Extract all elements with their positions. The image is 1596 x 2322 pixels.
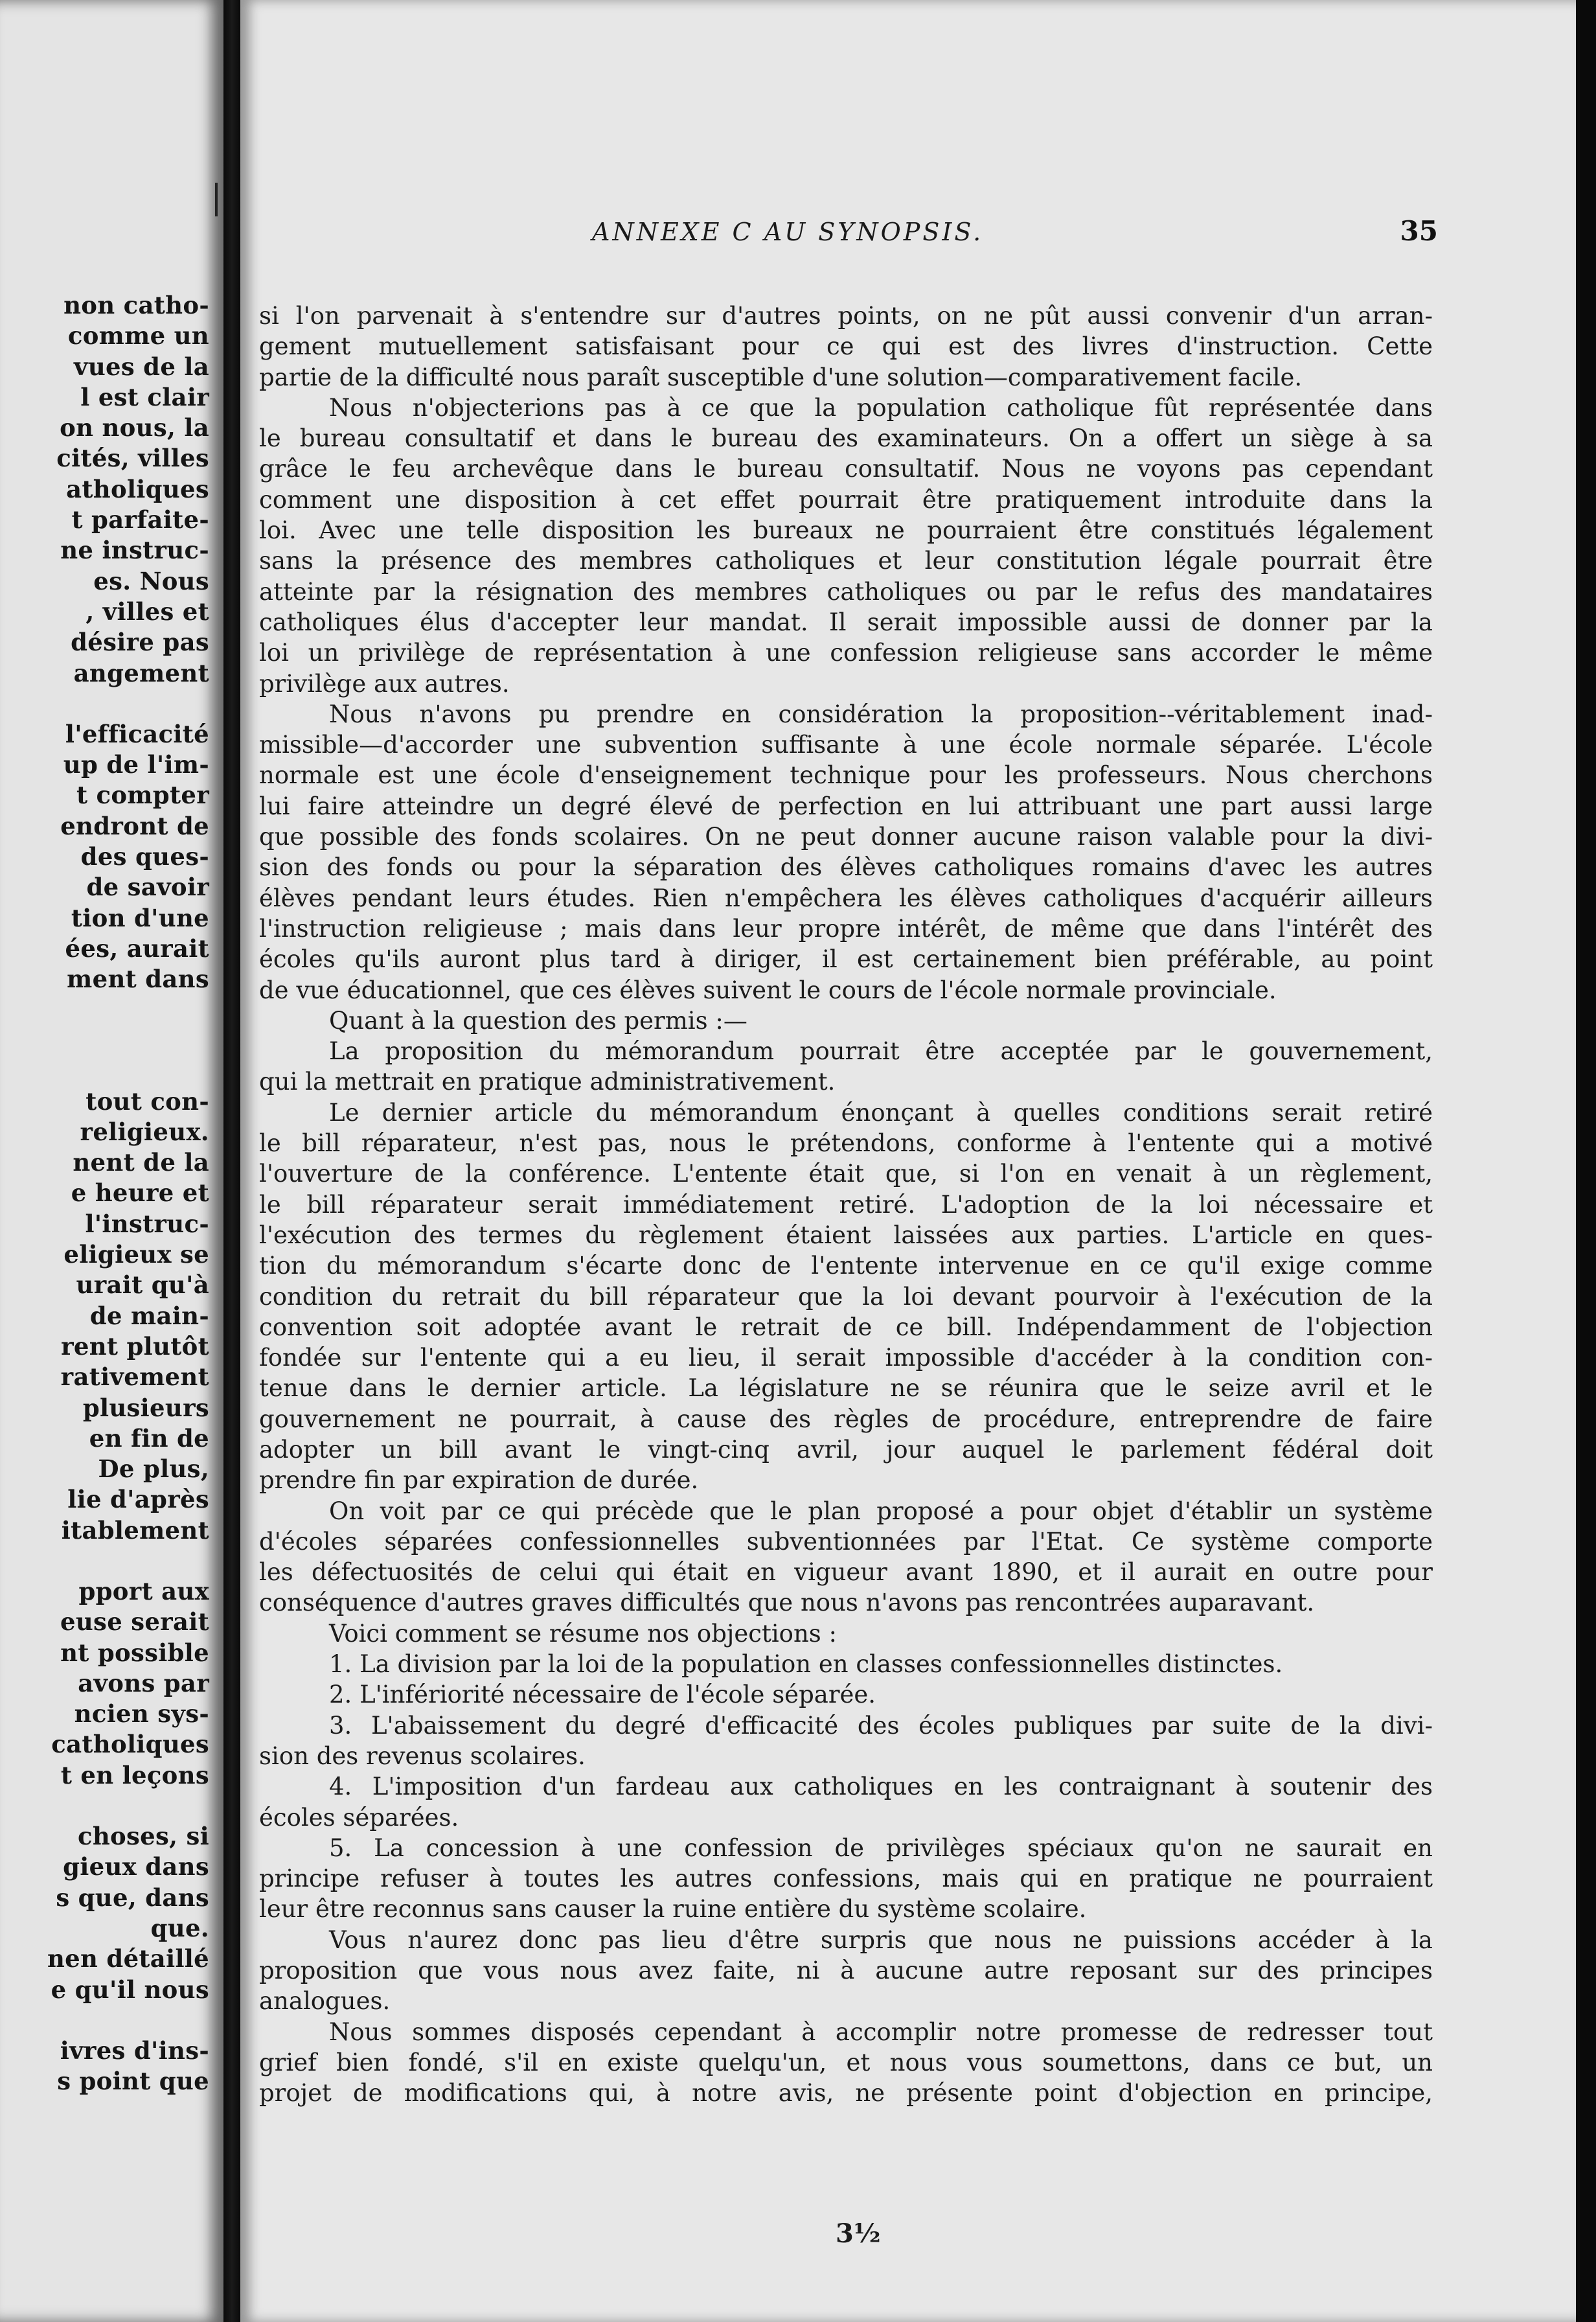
left-page-line: non catho- [63, 291, 209, 319]
left-page-line: t parfaite- [71, 505, 209, 535]
left-page-line [0, 1546, 209, 1576]
text-line: grâce le feu archevêque dans le bureau consultatif. Nous ne voyons pas cependant [259, 455, 1433, 483]
left-page-line: des ques- [80, 842, 209, 871]
text-line: loi un privilège de représentation à une confession religieuse sans accorder le même [259, 639, 1433, 667]
text-line: loi. Avec une telle disposition les bureaux ne pourraient être constitués légalement [259, 516, 1433, 545]
left-page-line: vues de la [74, 352, 209, 381]
left-page-line [0, 1791, 209, 1821]
left-page-line: eligieux se [63, 1240, 209, 1269]
left-page-line: e heure et [71, 1178, 209, 1208]
left-page-line: es. Nous [93, 566, 209, 595]
text-line: principe refuser à toutes les autres confessions, mais qui en pratique ne pourraient [259, 1865, 1433, 1893]
left-page-line: up de l'im- [63, 750, 209, 779]
text-line: le bill réparateur serait immédiatement retiré. L'adoption de la loi nécessaire et [259, 1190, 1433, 1219]
text-line: On voit par ce qui précède que le plan proposé a pour objet d'établir un système [329, 1497, 1433, 1525]
left-page-line: de savoir [86, 873, 209, 902]
left-page-line: en fin de [89, 1423, 209, 1453]
left-page-line: ncien sys- [74, 1699, 209, 1729]
left-page-line: t en leçons [60, 1760, 209, 1789]
left-page-line: t compter [76, 781, 209, 810]
left-page-line: plusieurs [82, 1393, 209, 1422]
left-page-line: tout con- [86, 1086, 209, 1116]
text-line: grief bien fondé, s'il en existe quelqu'un, et nous vous soumettons, dans ce but, un [259, 2048, 1433, 2076]
text-line: Vous n'aurez donc pas lieu d'être surpris que nous ne puissions accéder à la [329, 1925, 1433, 1954]
left-page-line: rativement [60, 1362, 209, 1392]
text-line: Nous n'objecterions pas à ce que la population catholique fût représentée dans [329, 393, 1433, 422]
left-page-line: euse serait [60, 1607, 209, 1637]
left-page-line: ne instruc- [60, 536, 209, 565]
left-page-line: on nous, la [60, 413, 209, 443]
text-line: le bill réparateur, n'est pas, nous le prétendons, conforme à l'entente qui a motivé [259, 1129, 1433, 1158]
running-head [352, 215, 1438, 257]
text-line: 1. La division par la loi de la population en classes confessionnelles distinctes. [329, 1650, 1283, 1679]
left-page-line: s point que [57, 2067, 209, 2096]
book-gutter [223, 0, 240, 2322]
text-line: 5. La concession à une confession de privilèges spéciaux qu'on ne saurait en [329, 1833, 1433, 1862]
left-page-line: désire pas [71, 628, 209, 657]
left-page-line [0, 689, 209, 719]
left-page-line: angement [73, 658, 209, 687]
text-line: sans la présence des membres catholiques et leur constitution légale pourrait être [259, 547, 1433, 575]
left-page-line [0, 2005, 209, 2036]
text-line: catholiques élus d'accepter leur mandat. Il serait impossible aussi de donner par la [259, 608, 1433, 636]
left-page-text [0, 290, 209, 2097]
text-line: l'ouverture de la conférence. L'entente était que, si l'on en venait à un règlement, [259, 1160, 1433, 1188]
left-facing-page [0, 0, 223, 2322]
left-page-line: De plus, [98, 1454, 209, 1484]
text-line: gement mutuellement satisfaisant pour ce qui est des livres d'instruction. Cette [259, 332, 1433, 361]
left-page-line: ivres d'ins- [60, 2036, 209, 2065]
running-title: ANNEXE C AU SYNOPSIS. [592, 218, 984, 246]
text-line: 4. L'imposition d'un fardeau aux catholiques en les contraignant à soutenir des [329, 1773, 1433, 1801]
text-line: conséquence d'autres graves difficultés que nous n'avons pas rencontrées auparavant. [259, 1589, 1315, 1617]
left-page-line: endront de [60, 811, 209, 840]
left-page-line: atholiques [66, 474, 209, 503]
text-line: adopter un bill avant le vingt-cinq avril, jour auquel le parlement fédéral doit [259, 1435, 1433, 1464]
text-line: proposition que vous nous avez faite, ni à aucune autre reposant sur des principes [259, 1957, 1433, 1985]
text-line: condition du retrait du bill réparateur que la loi devant pourvoir à l'exécution de la [259, 1282, 1433, 1311]
left-page-line [0, 995, 209, 1026]
left-page-line: tion d'une [71, 903, 209, 932]
text-line: l'instruction religieuse ; mais dans leur propre intérêt, de même que dans l'intérêt des [259, 914, 1433, 943]
text-line: prendre fin par expiration de durée. [259, 1466, 699, 1495]
text-line: d'écoles séparées confessionnelles subventionnées par l'Etat. Ce système comporte [259, 1527, 1433, 1556]
text-line: convention soit adoptée avant le retrait de ce bill. Indépendamment de l'objection [259, 1313, 1433, 1341]
text-line: Voici comment se résume nos objections : [329, 1619, 837, 1648]
text-line: 2. L'infériorité nécessaire de l'école séparée. [329, 1681, 876, 1709]
left-page-line: ées, aurait [65, 934, 209, 963]
left-page-line: l est clair [80, 382, 209, 411]
gutter-mark [215, 183, 218, 216]
left-page-line: avons par [78, 1668, 209, 1697]
text-line: partie de la difficulté nous paraît susceptible d'une solution—comparativement facile. [259, 363, 1303, 391]
left-page-line: s que, dans [56, 1883, 209, 1912]
left-page-line: nent de la [73, 1148, 209, 1177]
text-line: de vue éducationnel, que ces élèves suivent le cours de l'école normale provinciale. [259, 976, 1277, 1004]
text-line: Nous n'avons pu prendre en considération la proposition--véritablement inad- [329, 700, 1433, 728]
page-number: 35 [1400, 215, 1438, 247]
right-page-edge [1576, 0, 1596, 2322]
text-line: gouvernement ne pourrait, à cause des règles de procédure, entreprendre de faire [259, 1405, 1433, 1433]
left-page-line: , villes et [86, 597, 209, 626]
text-line: écoles séparées. [259, 1803, 459, 1832]
text-line: écoles qu'ils auront plus tard à diriger, il est certainement bien préférable, au point [259, 945, 1433, 974]
left-page-line: l'instruc- [85, 1209, 209, 1238]
text-line: atteinte par la résignation des membres catholiques ou par le refus des mandataires [259, 577, 1433, 606]
left-page-line: urait qu'à [76, 1270, 209, 1300]
text-line: élèves pendant leurs études. Rien n'empêchera les élèves catholiques d'acquérir ailleurs [259, 884, 1433, 912]
text-line: privilège aux autres. [259, 669, 510, 698]
text-line: sion des revenus scolaires. [259, 1742, 586, 1770]
text-line: Quant à la question des permis :— [329, 1006, 747, 1035]
left-page-line: catholiques [51, 1730, 209, 1759]
text-line: analogues. [259, 1987, 391, 2016]
left-page-line: itablement [61, 1515, 209, 1545]
text-line: missible—d'accorder une subvention suffisante à une école normale séparée. L'école [259, 731, 1433, 759]
left-page-line: e qu'il nous [51, 1975, 209, 2004]
body-text [259, 301, 1433, 2109]
text-line: normale est une école d'enseignement technique pour les professeurs. Nous cherchons [259, 761, 1433, 790]
text-line: Le dernier article du mémorandum énonçant à quelles conditions serait retiré [329, 1098, 1433, 1127]
text-line: qui la mettrait en pratique administrativement. [259, 1068, 836, 1096]
left-page-line: choses, si [78, 1822, 209, 1851]
left-page-line: nen détaillé [47, 1944, 209, 1973]
left-page-line: religieux. [80, 1117, 209, 1146]
left-page-line [0, 1056, 209, 1086]
left-page-line: pport aux [78, 1576, 209, 1605]
left-page-line: ment dans [67, 965, 209, 994]
text-line: fondée sur l'entente qui a eu lieu, il serait impossible d'accéder à la condition con- [259, 1344, 1433, 1372]
left-page-line [0, 1026, 209, 1056]
left-page-line: que. [150, 1913, 209, 1942]
left-page-line: rent plutôt [61, 1331, 209, 1361]
text-line: l'exécution des termes du règlement étaient laissées aux parties. L'article en ques- [259, 1221, 1433, 1249]
text-line: projet de modifications qui, à notre avis, ne présente point d'objection en principe, [259, 2079, 1433, 2108]
text-line: que possible des fonds scolaires. On ne peut donner aucune raison valable pour la divi- [259, 823, 1433, 851]
text-line: Nous sommes disposés cependant à accomplir notre promesse de redresser tout [329, 2017, 1433, 2046]
left-page-line: lie d'après [67, 1485, 209, 1514]
signature-mark: 3½ [836, 2218, 881, 2249]
text-line: tenue dans le dernier article. La législature ne se réunira que le seize avril et le [259, 1374, 1433, 1403]
text-line: tion du mémorandum s'écarte donc de l'entente intervenue en ce qu'il exige comme [259, 1252, 1433, 1280]
text-line: les défectuosités de celui qui était en vigueur avant 1890, et il aurait en outre pour [259, 1558, 1433, 1587]
left-page-line: gieux dans [63, 1852, 209, 1881]
text-line: si l'on parvenait à s'entendre sur d'autres points, on ne pût aussi convenir d'un arran- [259, 302, 1433, 330]
left-page-line: nt possible [60, 1638, 209, 1667]
left-page-line: comme un [67, 321, 209, 351]
text-line: sion des fonds ou pour la séparation des élèves catholiques romains d'avec les autres [259, 853, 1433, 882]
left-page-line: cités, villes [56, 444, 209, 473]
text-line: 3. L'abaissement du degré d'efficacité des écoles publiques par suite de la divi- [329, 1711, 1433, 1740]
left-page-line: l'efficacité [65, 719, 209, 748]
text-line: lui faire atteindre un degré élevé de perfection en lui attribuant une part aussi large [259, 792, 1433, 820]
text-line: leur être reconnus sans causer la ruine entière du système scolaire. [259, 1895, 1087, 1924]
text-line: le bureau consultatif et dans le bureau des examinateurs. On a offert un siège à sa [259, 424, 1433, 453]
text-line: comment une disposition à cet effet pourrait être pratiquement introduite dans la [259, 485, 1433, 514]
left-page-line: de main- [89, 1301, 209, 1330]
text-line: La proposition du mémorandum pourrait être acceptée par le gouvernement, [329, 1037, 1433, 1066]
